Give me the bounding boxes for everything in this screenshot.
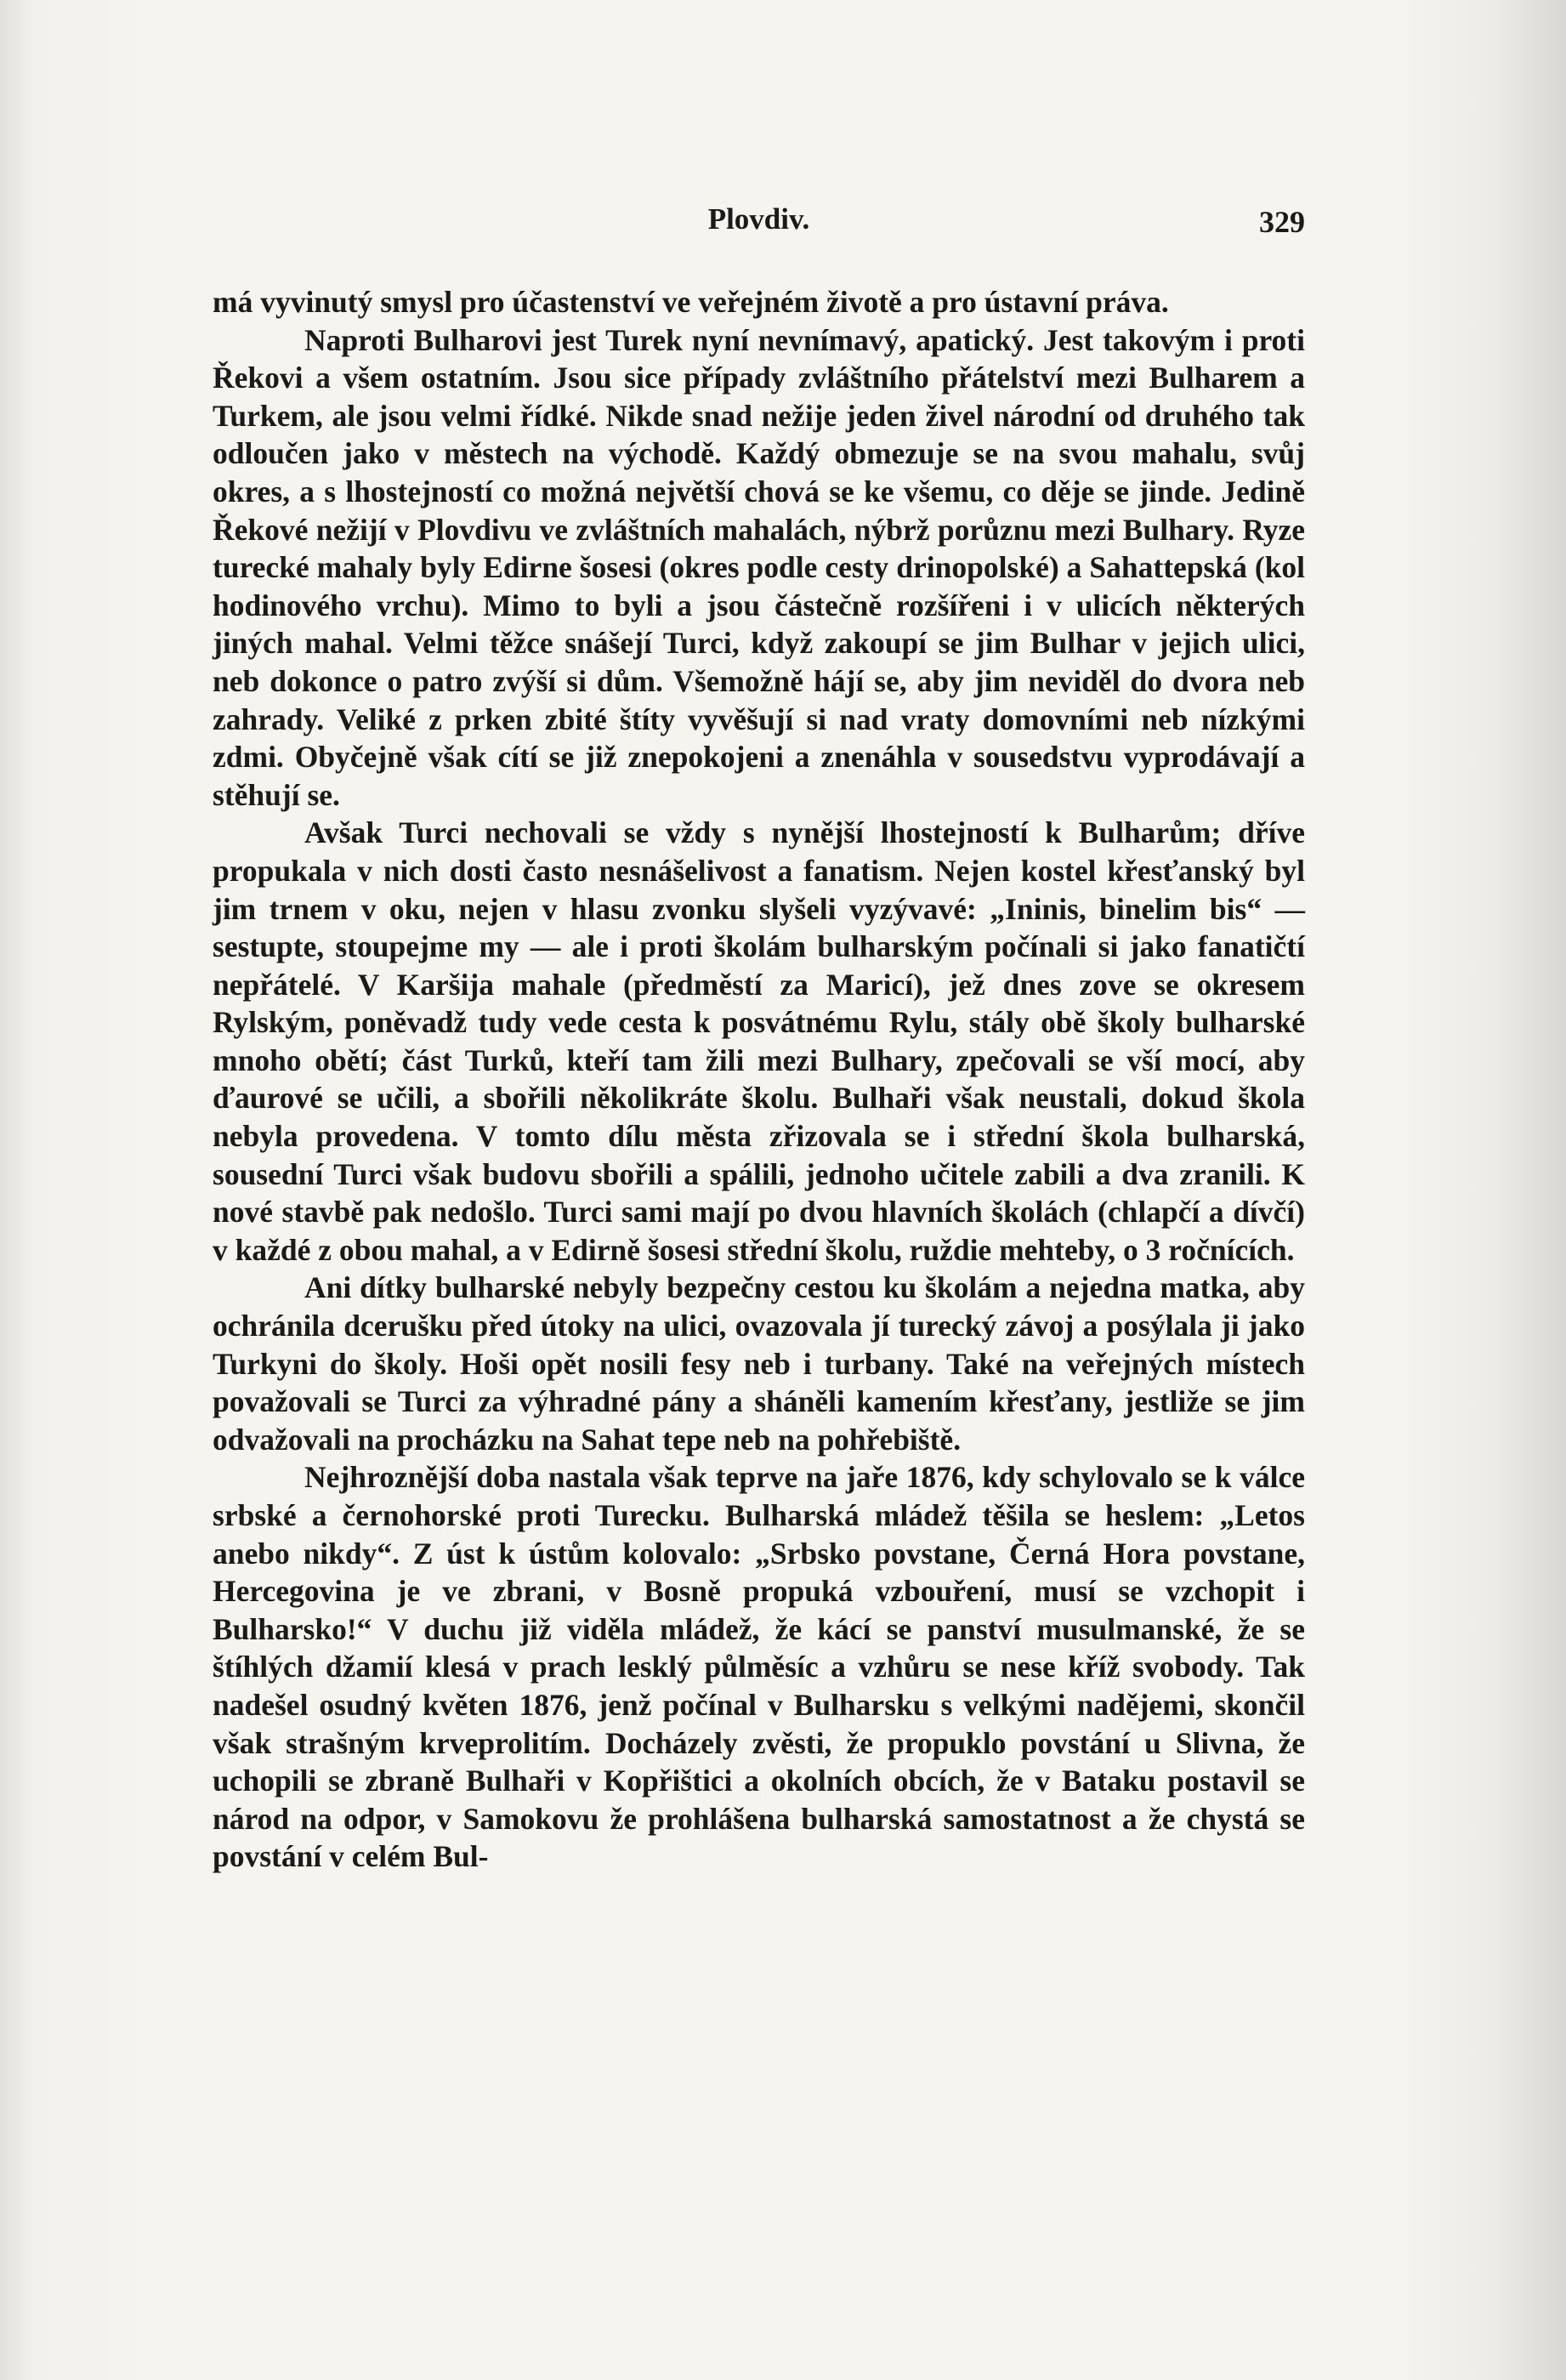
running-head [213, 202, 1305, 245]
paragraph: Ani dítky bulharské nebyly bezpečny cestou ku školám a nejedna matka, aby ochránila dcerušku před útoky na ulici, ovazovala jí turecký závoj a posýlala ji jako Turkyni do školy. Hoši opět nosili fesy neb i turbany. Také na veřejných místech považovali se Turci za výhradné pány a sháněli kamením křesťany, jestliže se jim odvažovali na procházku na Sahat tepe neb na pohřebiště. [213, 1270, 1305, 1457]
page-number: 329 [1259, 205, 1305, 239]
paragraph: Naproti Bulharovi jest Turek nyní nevnímavý, apatický. Jest takovým i proti Řekovi a všem ostatním. Jsou sice případy zvláštního přátelství mezi Bulharem a Turkem, ale jsou velmi řídké. Nikde snad nežije jeden živel národní od druhého tak odloučen jako v městech na východě. Každý obmezuje se na svou mahalu, svůj okres, a s lhostejností co možná největší chová se ke všemu, co děje se jinde. Jedině Řekové nežijí v Plovdivu ve zvláštních mahalách, nýbrž porůznu mezi Bulhary. Ryze turecké mahaly byly Edirne šosesi (okres podle cesty drinopolské) a Sahattepská (kol hodinového vrchu). Mimo to byli a jsou částečně rozšířeni i v ulicích některých jiných mahal. Velmi těžce snášejí Turci, když zakoupí se jim Bulhar v jejich ulici, neb dokonce o patro zvýší si dům. Všemožně hájí se, aby jim neviděl do dvora neb zahrady. Veliké z prken zbité štíty vyvěšují si nad vraty domovními neb nízkými zdmi. Obyčejně však cítí se již znepokojeni a znenáhla v sousedstvu vyprodávají a stěhují se. [213, 322, 1305, 812]
paragraph: Nejhroznější doba nastala však teprve na jaře 1876, kdy schylovalo se k válce srbské a černohorské proti Turecku. Bulharská mládež těšila se heslem: „Letos anebo nikdy“. Z úst k ústům kolovalo: „Srbsko povstane, Černá Hora povstane, Hercegovina je ve zbrani, v Bosně propuká vzbouření, musí se vzchopit i Bulharsko!“ V duchu již viděla mládež, že kácí se panství musulmanské, že se štíhlých džamií klesá v prach lesklý půlměsíc a vzhůru se nese kříž svobody. Tak nadešel osudný květen 1876, jenž počínal v Bulharsku s velkými nadějemi, skončil však strašným krveprolitím. Docházely zvěsti, že propuklo povstání u Slivna, že uchopili se zbraně Bulhaři v Kopřištici a okolních obcích, že v Bataku postavil se národ na odpor, v Samokovu že prohlášena bulharská samostatnost a že chystá se povstání v celém Bul- [213, 1460, 1305, 1874]
body-text [213, 283, 1305, 1876]
running-title: Plovdiv. [707, 202, 810, 236]
paragraph: Avšak Turci nechovali se vždy s nynější lhostejností k Bulharům; dříve propukala v nich dosti často nesnášelivost a fanatism. Nejen kostel křesťanský byl jim trnem v oku, nejen v hlasu zvonku slyšeli vyzývavé: „Ininis, binelim bis“ — sestupte, stoupejme my — ale i proti školám bulharským počínali si jako fanatičtí nepřátelé. V Karšija mahale (předměstí za Maricí), jež dnes zove se okresem Rylským, poněvadž tudy vede cesta k posvátnému Rylu, stály obě školy bulharské mnoho obětí; část Turků, kteří tam žili mezi Bulhary, zpečovali se vší mocí, aby ďaurové se učili, a sbořili několikráte školu. Bulhaři však neustali, dokud škola nebyla provedena. V tomto dílu města zřizovala se i střední škola bulharská, sousední Turci však budovu sbořili a spálili, jednoho učitele zabili a dva zranili. K nové stavbě pak nedošlo. Turci sami mají po dvou hlavních školách (chlapčí a dívčí) v každé z obou mahal, a v Edirně šosesi střední školu, ruždie mehteby, o 3 ročnících. [213, 815, 1305, 1267]
paragraph-continuation: má vyvinutý smysl pro účastenství ve veřejném životě a pro ústavní práva. [213, 285, 1169, 319]
